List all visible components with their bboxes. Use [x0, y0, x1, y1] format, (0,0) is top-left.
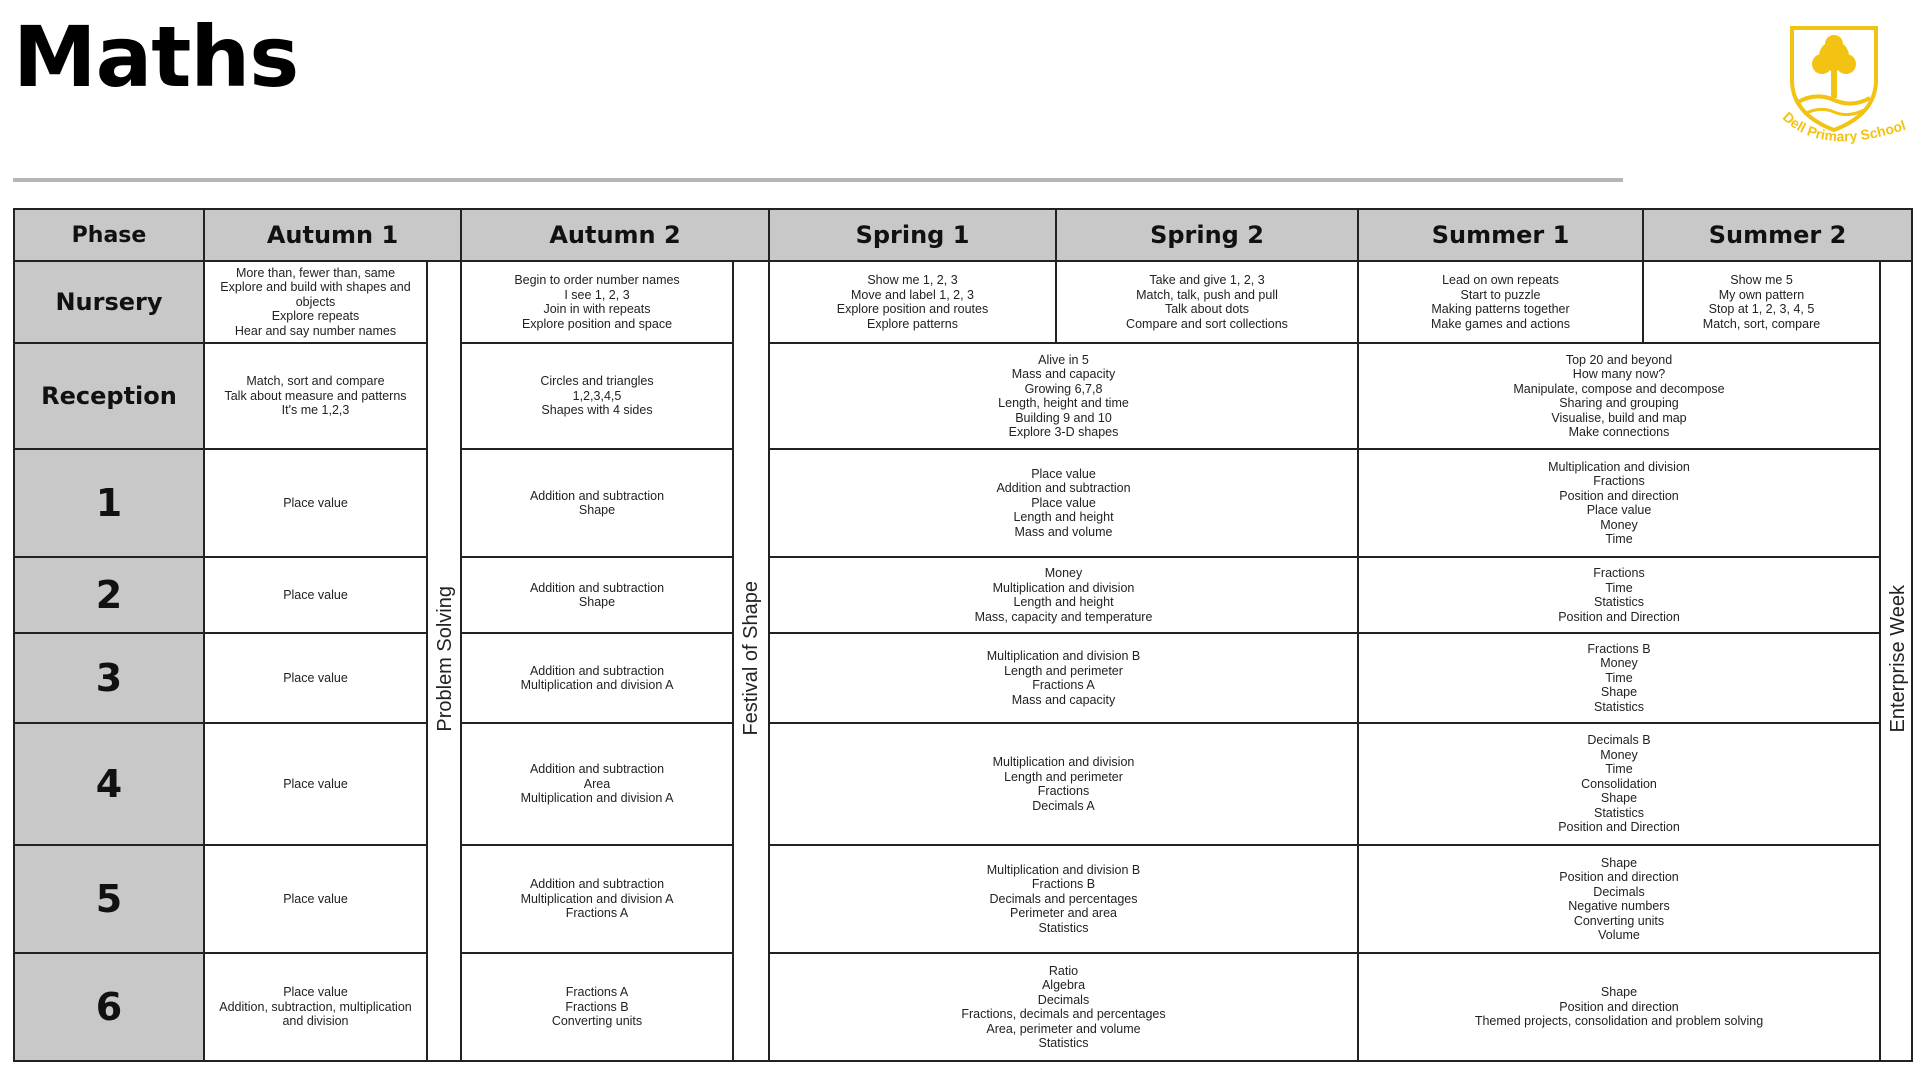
- phase-label: 4: [14, 723, 204, 845]
- cell-summer: Shape Position and direction Decimals Negative numbers Converting units Volume: [1358, 845, 1880, 953]
- cell-spring-2: Take and give 1, 2, 3 Match, talk, push and pull Talk about dots Compare and sort collections: [1056, 261, 1358, 343]
- row-year-4: [14, 723, 1912, 845]
- cell-summer-1: Lead on own repeats Start to puzzle Making patterns together Make games and actions: [1358, 261, 1643, 343]
- title-divider: [13, 178, 1623, 182]
- phase-label: Nursery: [14, 261, 204, 343]
- cell-autumn-1: Place value: [204, 633, 427, 723]
- page-title: Maths: [13, 8, 299, 106]
- phase-label: 1: [14, 449, 204, 557]
- cell-summer: Decimals B Money Time Consolidation Shape Statistics Position and Direction: [1358, 723, 1880, 845]
- cell-spring: Multiplication and division B Length and perimeter Fractions A Mass and capacity: [769, 633, 1358, 723]
- cell-autumn-2: Addition and subtraction Area Multiplication and division A: [461, 723, 733, 845]
- cell-autumn-1: Place value: [204, 845, 427, 953]
- cell-autumn-1: Place value: [204, 723, 427, 845]
- header-summer-2: Summer 2: [1643, 209, 1912, 261]
- cell-autumn-2: Addition and subtraction Multiplication and division A Fractions A: [461, 845, 733, 953]
- band-festival-of-shape: [733, 261, 769, 1061]
- header-phase: Phase: [14, 209, 204, 261]
- cell-summer: Top 20 and beyond How many now? Manipulate, compose and decompose Sharing and grouping Visualise, build and map Make connections: [1358, 343, 1880, 449]
- cell-autumn-2: Addition and subtraction Multiplication and division A: [461, 633, 733, 723]
- cell-spring: Multiplication and division B Fractions B Decimals and percentages Perimeter and area Statistics: [769, 845, 1358, 953]
- cell-summer-2: Show me 5 My own pattern Stop at 1, 2, 3, 4, 5 Match, sort, compare: [1643, 261, 1880, 343]
- row-year-2: [14, 557, 1912, 633]
- band-enterprise-week-label: Enterprise Week: [1887, 584, 1909, 733]
- phase-label: 5: [14, 845, 204, 953]
- row-year-1: [14, 449, 1912, 557]
- cell-spring: Money Multiplication and division Length and height Mass, capacity and temperature: [769, 557, 1358, 633]
- header-row: [14, 209, 1912, 261]
- band-problem-solving: [427, 261, 461, 1061]
- header-summer-1: Summer 1: [1358, 209, 1643, 261]
- cell-autumn-1: Place value: [204, 449, 427, 557]
- band-festival-of-shape-label: Festival of Shape: [740, 581, 762, 736]
- row-year-6: [14, 953, 1912, 1061]
- cell-spring: Multiplication and division Length and perimeter Fractions Decimals A: [769, 723, 1358, 845]
- school-name-text: Dell Primary School: [1779, 108, 1908, 145]
- cell-spring: Ratio Algebra Decimals Fractions, decimals and percentages Area, perimeter and volume Statistics: [769, 953, 1358, 1061]
- cell-summer: Fractions B Money Time Shape Statistics: [1358, 633, 1880, 723]
- row-nursery: [14, 261, 1912, 343]
- band-problem-solving-label: Problem Solving: [434, 585, 456, 732]
- header-spring-1: Spring 1: [769, 209, 1056, 261]
- cell-spring: Alive in 5 Mass and capacity Growing 6,7,8 Length, height and time Building 9 and 10 Explore 3-D shapes: [769, 343, 1358, 449]
- phase-label: 2: [14, 557, 204, 633]
- cell-spring-1: Show me 1, 2, 3 Move and label 1, 2, 3 Explore position and routes Explore patterns: [769, 261, 1056, 343]
- cell-autumn-2: Begin to order number names I see 1, 2, 3 Join in with repeats Explore position and space: [461, 261, 733, 343]
- cell-autumn-1: More than, fewer than, same Explore and build with shapes and objects Explore repeats Hear and say number names: [204, 261, 427, 343]
- header-autumn-2: Autumn 2: [461, 209, 769, 261]
- cell-summer: Shape Position and direction Themed projects, consolidation and problem solving: [1358, 953, 1880, 1061]
- cell-autumn-2: Circles and triangles 1,2,3,4,5 Shapes with 4 sides: [461, 343, 733, 449]
- row-reception: [14, 343, 1912, 449]
- cell-autumn-2: Fractions A Fractions B Converting units: [461, 953, 733, 1061]
- cell-autumn-1: Place value: [204, 557, 427, 633]
- cell-autumn-2: Addition and subtraction Shape: [461, 557, 733, 633]
- curriculum-table: [13, 208, 1913, 1062]
- cell-summer: Multiplication and division Fractions Position and direction Place value Money Time: [1358, 449, 1880, 557]
- cell-summer: Fractions Time Statistics Position and Direction: [1358, 557, 1880, 633]
- cell-spring: Place value Addition and subtraction Place value Length and height Mass and volume: [769, 449, 1358, 557]
- phase-label: 3: [14, 633, 204, 723]
- school-crest-logo: [1770, 18, 1918, 168]
- row-year-5: [14, 845, 1912, 953]
- cell-autumn-2: Addition and subtraction Shape: [461, 449, 733, 557]
- band-enterprise-week: [1880, 261, 1912, 1061]
- header-spring-2: Spring 2: [1056, 209, 1358, 261]
- row-year-3: [14, 633, 1912, 723]
- cell-autumn-1: Match, sort and compare Talk about measure and patterns It's me 1,2,3: [204, 343, 427, 449]
- header-autumn-1: Autumn 1: [204, 209, 461, 261]
- phase-label: Reception: [14, 343, 204, 449]
- phase-label: 6: [14, 953, 204, 1061]
- cell-autumn-1: Place value Addition, subtraction, multiplication and division: [204, 953, 427, 1061]
